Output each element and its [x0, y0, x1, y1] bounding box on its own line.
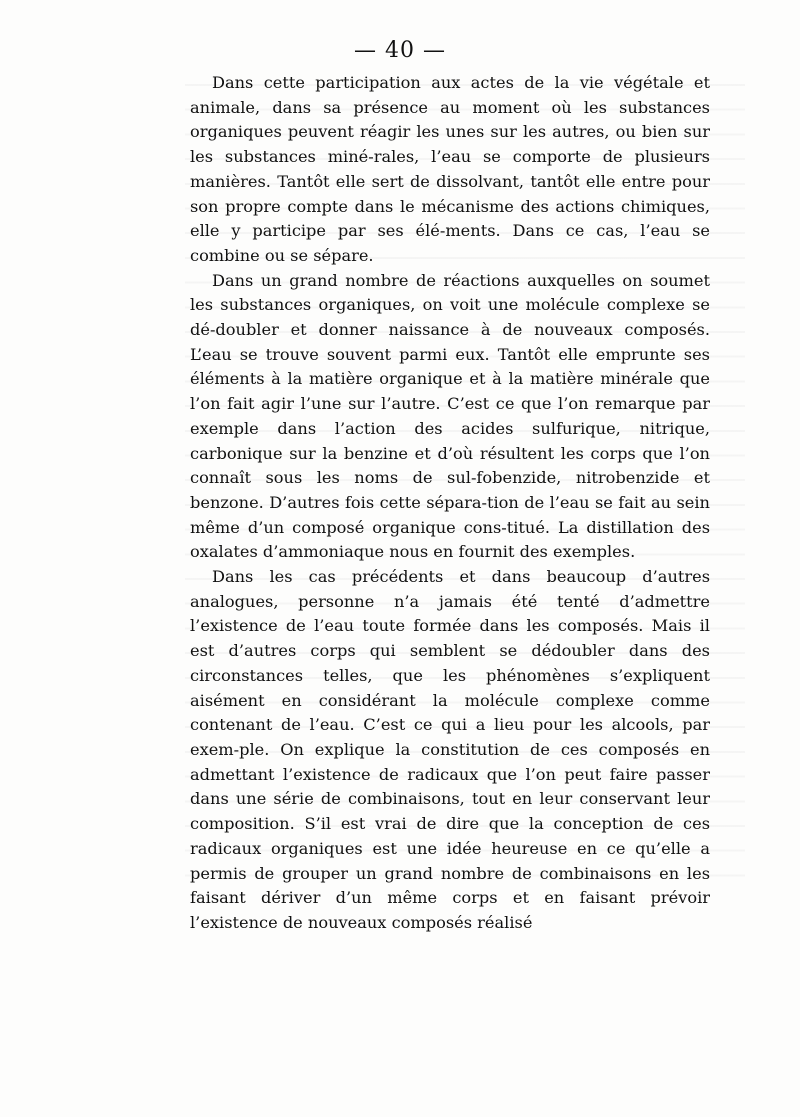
paragraph-1: Dans cette participation aux actes de la vie végétale et animale, dans sa présence au moment où les substances organiques peuvent réagir les unes sur les autres, ou bien sur les substances miné-rales, l’eau se comporte de plusieurs manières. Tantôt elle sert de dissolvant, tantôt elle entre pour son propre compte dans le mécanisme des actions chimiques, elle y participe par ses élé-ments. Dans ce cas, l’eau se combine ou se sépare.	[190, 73, 710, 265]
body-text	[190, 71, 710, 936]
page-number: — 40 —	[354, 38, 446, 63]
paragraph-3: Dans les cas précédents et dans beaucoup d’autres analogues, personne n’a jamais été tenté d’admettre l’existence de l’eau toute formée dans les composés. Mais il est d’autres corps qui semblent se dédoubler dans des circonstances telles, que les phénomènes s’expliquent aisément en considérant la molécule complexe comme contenant de l’eau. C’est ce qui a lieu pour les alcools, par exem-ple. On explique la constitution de ces composés en admettant l’existence de radicaux que l’on peut faire passer dans une série de combinaisons, tout en leur conservant leur composition. S’il est vrai de dire que la conception de ces radicaux organiques est une idée heureuse en ce qu’elle a permis de grouper un grand nombre de combinaisons en les faisant dériver d’un même corps et en faisant prévoir l’existence de nouveaux composés réalisé	[190, 567, 710, 932]
paragraph-2: Dans un grand nombre de réactions auxquelles on soumet les substances organiques, on voit une molécule complexe se dé-doubler et donner naissance à de nouveaux composés. L’eau se trouve souvent parmi eux. Tantôt elle emprunte ses éléments à la matière organique et à la matière minérale que l’on fait agir l’une sur l’autre. C’est ce que l’on remarque par exemple dans l’action des acides sulfurique, nitrique, carbonique sur la benzine et d’où résultent les corps que l’on connaît sous les noms de sul-fobenzide, nitrobenzide et benzone. D’autres fois cette sépara-tion de l’eau se fait au sein même d’un composé organique cons-titué. La distillation des oxalates d’ammoniaque nous en fournit des exemples.	[190, 270, 710, 562]
